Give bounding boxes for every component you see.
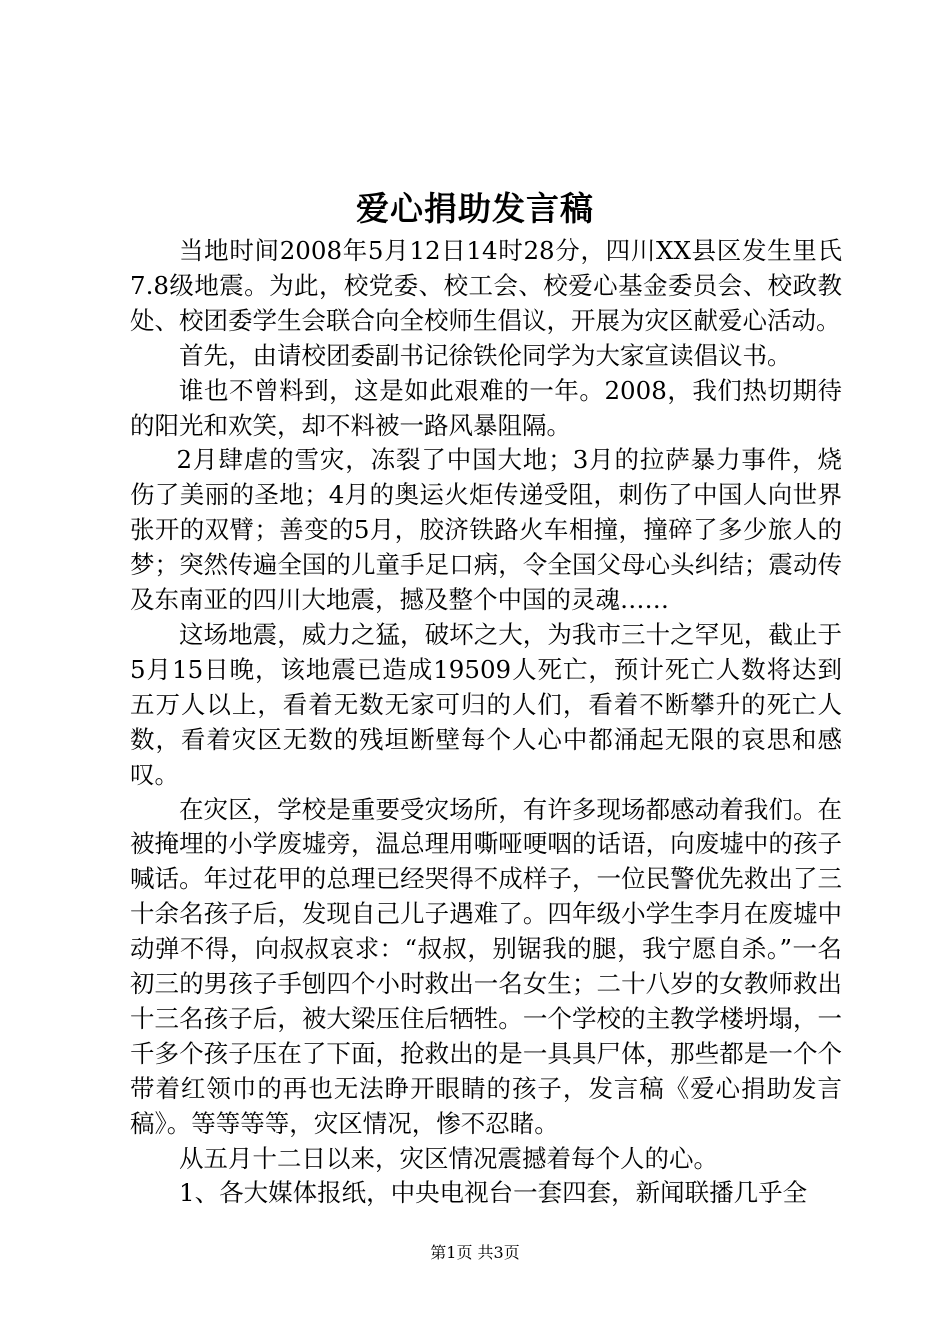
paragraph-since-may: 从五月十二日以来，灾区情况震撼着每个人的心。 <box>179 1143 718 1173</box>
paragraph-earthquake: 这场地震，威力之猛，破坏之大，为我市三十之罕见，截止于5月15日晚，该地震已造成19509人死亡，预计死亡人数将达到五万人以上，看着无数无家可归的人们，看着不断攀升的死亡人数，看着灾区无数的残垣断壁每个人心中都涌起无限的哀思和感叹。 <box>130 619 842 789</box>
paragraph-intro: 当地时间2008年5月12日14时28分，四川XX县区发生里氏7.8级地震。为此，校党委、校工会、校爱心基金委员会、校政教处、校团委学生会联合向全校师生倡议，开展为灾区献爱心活动。 <box>130 236 842 335</box>
paragraph-disasters: 2月肆虐的雪灾，冻裂了中国大地；3月的拉萨暴力事件，烧伤了美丽的圣地；4月的奥运火炬传递受阻，刺伤了中国人向世界张开的双臂；善变的5月，胶济铁路火车相撞，撞碎了多少旅人的梦；突然传遍全国的儿童手足口病，令全国父母心头纠结；震动传及东南亚的四川大地震，撼及整个中国的灵魂…… <box>130 445 842 615</box>
paragraph-hard-year: 谁也不曾料到，这是如此艰难的一年。2008，我们热切期待的阳光和欢笑，却不料被一路风暴阻隔。 <box>130 375 842 440</box>
paragraph-disaster-area: 在灾区，学校是重要受灾场所，有许多现场都感动着我们。在被掩埋的小学废墟旁，温总理用嘶哑哽咽的话语，向废墟中的孩子喊话。年过花甲的总理已经哭得不成样子，一位民警优先救出了三十余名孩子后，发现自己儿子遇难了。四年级小学生李月在废墟中动弹不得，向叔叔哀求：“叔叔，别锯我的腿，我宁愿自杀。”一名初三的男孩子手刨四个小时救出一名女生；二十八岁的女教师救出十三名孩子后，被大梁压住后牺牲。一个学校的主教学楼坍塌，一千多个孩子压在了下面，抢救出的是一具具尸体，那些都是一个个带着红领巾的再也无法睁开眼睛的孩子，发言稿《爱心捐助发言稿》。等等等等，灾区情况，惨不忍睹。 <box>130 794 842 1138</box>
document-title: 爱心捐助发言稿 <box>356 189 594 228</box>
page-footer: 第1页 共3页 <box>430 1243 520 1262</box>
paragraph-media: 1、各大媒体报纸，中央电视台一套四套，新闻联播几乎全 <box>179 1178 808 1208</box>
document-body <box>130 234 842 1211</box>
paragraph-first: 首先，由请校团委副书记徐铁伦同学为大家宣读倡议书。 <box>179 340 792 370</box>
